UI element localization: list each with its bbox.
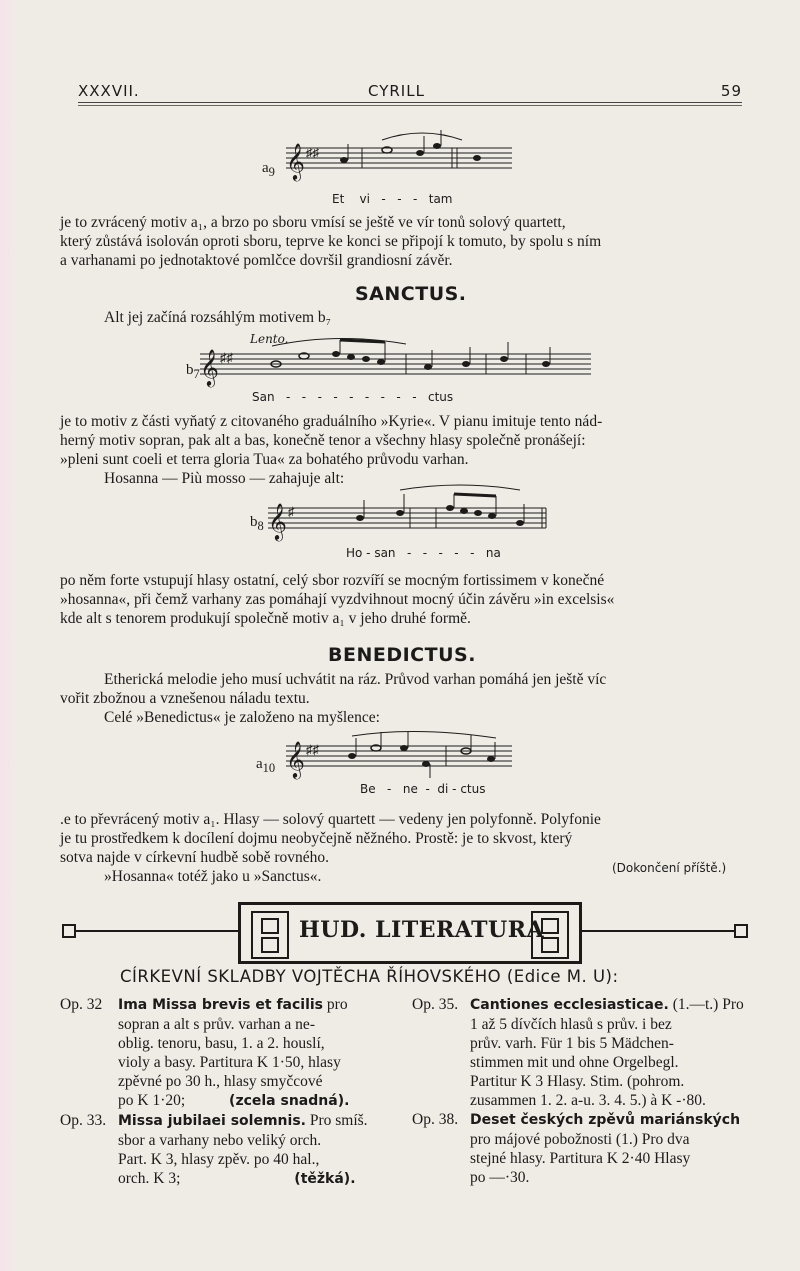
entry-text: po —·30. <box>470 1169 530 1186</box>
sanctus-paragraph-2 <box>60 571 742 628</box>
staff-b7 <box>186 332 596 390</box>
header-rule-thin <box>78 105 742 106</box>
entry-title: Missa jubilaei solemnis. <box>118 1113 306 1129</box>
sanctus-paragraph <box>60 412 742 469</box>
svg-text:♯♯: ♯♯ <box>306 145 319 160</box>
entry-text: zusammen 1. 2. a-u. 3. 4. 5.) à K -·80. <box>470 1092 706 1109</box>
music-label-sub: 8 <box>257 519 264 533</box>
staff-b8 <box>250 482 550 544</box>
tempo-marking: Lento. <box>250 332 289 346</box>
running-head <box>78 82 742 102</box>
banner-line-left <box>76 930 240 932</box>
lyrics-b8: Ho - san - - - - - na <box>346 546 501 560</box>
music-label-sub: 10 <box>262 761 276 775</box>
svg-text:𝄞: 𝄞 <box>286 142 305 180</box>
music-label: a <box>262 160 269 176</box>
entry-text: sbor a varhany nebo veliký orch. <box>118 1132 322 1149</box>
heading-sanctus: SANCTUS. <box>355 283 467 305</box>
lyrics-b7: San - - - - - - - - - ctus <box>252 390 454 404</box>
sanctus-intro: Alt jej začíná rozsáhlým motivem b₇ <box>104 309 332 326</box>
entry-text: Pro smíš. <box>305 1112 368 1129</box>
text-line: kde alt s tenorem produkují společně motiv a₁ v jeho druhé formě. <box>60 610 471 627</box>
banner-ornament-left <box>251 911 289 959</box>
music-example-b7 <box>186 332 596 404</box>
text-line: vořit zbožnou a vznešenou náladu textu. <box>60 690 310 707</box>
entry-op38 <box>412 1110 752 1130</box>
entry-op33 <box>60 1111 400 1131</box>
entry-text: stimmen mit und ohne Orgelbegl. <box>470 1054 679 1071</box>
music-example-a9 <box>262 128 522 206</box>
text-line: .e to převrácený motiv a₁. Hlasy — solový quartett — vedeny jen polyfonně. Polyfonie <box>60 811 601 828</box>
entry-text: (1.—t.) Pro <box>668 996 744 1013</box>
entry-text: orch. K 3; <box>118 1170 181 1187</box>
difficulty-tag: (těžká). <box>294 1171 356 1187</box>
banner-frame <box>238 902 582 964</box>
text-line: který zůstává isolován oproti sboru, teprve ke konci se připojí k tomuto, by spolu s ním <box>60 233 602 250</box>
svg-text:𝄞: 𝄞 <box>268 502 287 540</box>
entry-title: Deset českých zpěvů mariánských <box>470 1112 741 1128</box>
text-line: Celé »Benedictus« je založeno na myšlence: <box>104 709 380 726</box>
opus-number: Op. 35. <box>412 996 459 1013</box>
svg-text:♯♯: ♯♯ <box>306 742 319 757</box>
text-line: je to zvrácený motiv a₁, a brzo po sboru vmísí se ještě ve vír tonů solový quartett, <box>60 214 566 231</box>
paragraph-intro <box>60 213 742 270</box>
entry-title: Ima Missa brevis et facilis <box>118 997 324 1013</box>
staff-a10 <box>256 730 516 786</box>
hosanna-line: Hosanna — Più mosso — zahajuje alt: <box>104 470 345 487</box>
entry-text: po K 1·20; <box>118 1092 186 1109</box>
hosanna-note: »Hosanna« totéž jako u »Sanctus«. <box>104 868 322 885</box>
text-line: je tu prostředkem k docílení dojmu neobyčejně něžného. Prostě: je to skvost, který <box>60 830 573 847</box>
music-label-sub: 9 <box>268 165 275 179</box>
literature-left-column <box>60 995 400 1189</box>
entry-title: Cantiones ecclesiasticae. <box>470 997 669 1013</box>
text-line: sotva najde v církevní hudbě sobě rovného. <box>60 849 330 866</box>
opus-number: Op. 33. <box>60 1112 107 1129</box>
entry-text: prův. varh. Für 1 bis 5 Mädchen- <box>470 1035 674 1052</box>
lyrics-a10: Be - ne - di - ctus <box>360 782 486 796</box>
volume-number: XXXVII. <box>78 82 140 100</box>
music-example-a10 <box>256 730 516 796</box>
entry-op35 <box>412 995 752 1015</box>
literature-title: HUD. LITERATURA <box>299 917 545 943</box>
continuation-note: (Dokončení příště.) <box>612 861 727 875</box>
lyrics-a9: Et vi - - - tam <box>332 192 453 206</box>
entry-text: Partitur K 3 Hlasy. Stim. (pohrom. <box>470 1073 685 1090</box>
entry-text: pro májové pobožnosti (1.) Pro dva <box>470 1131 690 1148</box>
running-title: CYRILL <box>368 82 425 100</box>
text-line: je to motiv z části vyňatý z citovaného graduálního »Kyrie«. V pianu imituje tento nád- <box>60 413 603 430</box>
entry-text: oblig. tenoru, basu, 1. a 2. houslí, <box>118 1035 325 1052</box>
music-label: b <box>186 362 194 378</box>
literature-banner <box>60 898 750 968</box>
benedictus-paragraph <box>60 670 742 727</box>
literature-subheading: CÍRKEVNÍ SKLADBY VOJTĚCHA ŘÍHOVSKÉHO (Edice M. U): <box>120 967 619 986</box>
music-label: b <box>250 514 258 530</box>
header-rule <box>78 102 742 103</box>
opus-number: Op. 32 <box>60 996 103 1013</box>
entry-text: 1 až 5 dívčích hlasů s prův. i bez <box>470 1016 672 1033</box>
entry-text: sopran a alt s prův. varhan a ne- <box>118 1016 315 1033</box>
text-line: a varhanami po jednotaktové pomlčce dovršil grandiosní závěr. <box>60 252 453 269</box>
opus-number: Op. 38. <box>412 1111 459 1128</box>
staff-a9 <box>262 128 522 188</box>
svg-text:𝄞: 𝄞 <box>286 740 305 778</box>
entry-text: violy a basy. Partitura K 1·50, hlasy <box>118 1054 341 1071</box>
banner-square-left <box>62 924 76 938</box>
entry-text: zpěvné po 30 h., hlasy smyčcové <box>118 1073 323 1090</box>
banner-ornament-right <box>531 911 569 959</box>
literature-right-column <box>412 995 752 1187</box>
music-example-b8 <box>250 482 550 560</box>
entry-text: stejné hlasy. Partitura K 2·40 Hlasy <box>470 1150 691 1167</box>
page-number: 59 <box>720 82 742 100</box>
svg-text:♯♯: ♯♯ <box>220 350 233 365</box>
text-line: »hosanna«, při čemž varhany zas pomáhají vyzdvihnout mocný účin závěru »in excelsis« <box>60 591 615 608</box>
entry-text: Part. K 3, hlasy zpěv. po 40 hal., <box>118 1151 320 1168</box>
music-label-sub: 7 <box>193 367 200 381</box>
text-line: Etherická melodie jeho musí uchvátit na ráz. Průvod varhan pomáhá jen ještě víc <box>104 671 607 688</box>
text-line: po něm forte vstupují hlasy ostatní, celý sbor rozvíří se mocným fortissimem v konečné <box>60 572 605 589</box>
banner-square-right <box>734 924 748 938</box>
page-edge <box>0 0 18 1271</box>
difficulty-tag: (zcela snadná). <box>229 1093 350 1109</box>
heading-benedictus: BENEDICTUS. <box>328 644 476 666</box>
svg-text:𝄞: 𝄞 <box>200 348 219 386</box>
benedictus-paragraph-2 <box>60 810 742 867</box>
svg-text:♯: ♯ <box>288 504 295 519</box>
text-line: herný motiv sopran, pak alt a bas, konečně tenor a všechny hlasy společně pronášejí: <box>60 432 586 449</box>
entry-text: pro <box>323 996 348 1013</box>
entry-op32 <box>60 995 400 1015</box>
banner-line-right <box>578 930 736 932</box>
text-line: »pleni sunt coeli et terra gloria Tua« za bohatého průvodu varhan. <box>60 451 469 468</box>
music-label: a <box>256 756 263 772</box>
